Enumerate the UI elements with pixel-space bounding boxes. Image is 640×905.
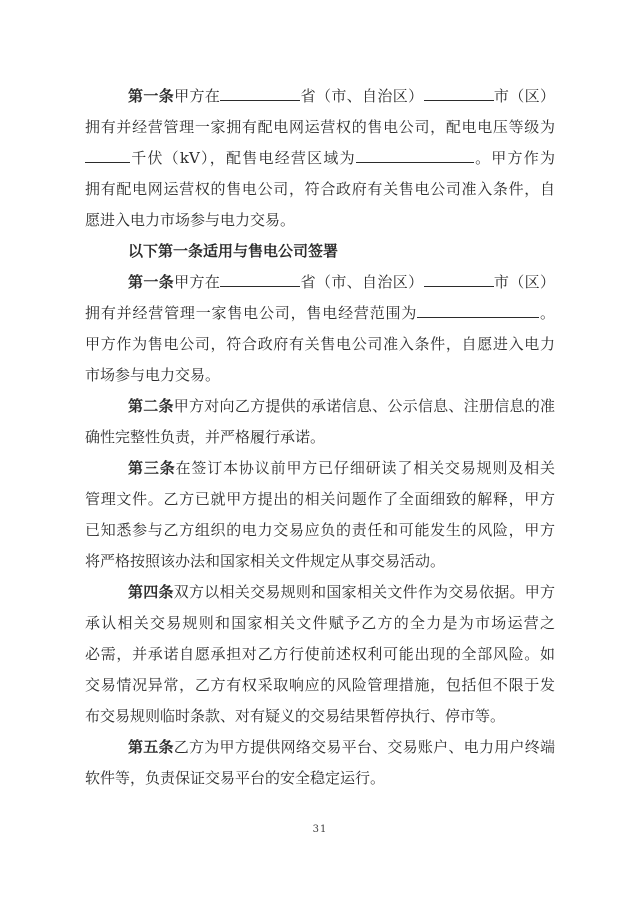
text-line (85, 81, 555, 112)
text-line (85, 577, 555, 608)
text-run: 在签订本协议前甲方已仔细研读了相关交易规则及相关 (175, 459, 555, 477)
text-run: 已知悉参与乙方组织的电力交易应负的责任和可能发生的风险，甲方 (85, 521, 555, 539)
text-line (85, 546, 555, 577)
text-run: 千伏（kV），配售电经营区域为 (130, 149, 356, 167)
text-run: 确性完整性负责，并严格履行承诺。 (85, 428, 326, 446)
text-run: 市（区） (493, 273, 555, 291)
blank-underline-field (220, 87, 300, 101)
text-run: 将严格按照该办法和国家相关文件规定从事交易活动。 (85, 552, 446, 570)
text-line (85, 298, 555, 329)
text-line (85, 670, 555, 701)
text-line (85, 267, 555, 298)
text-line (85, 453, 555, 484)
text-line (85, 732, 555, 763)
text-line (85, 205, 555, 236)
text-run: 省（市、自治区） (300, 273, 424, 291)
text-run: 省（市、自治区） (300, 87, 424, 105)
text-run: 双方以相关交易规则和国家相关文件作为交易依据。甲方 (173, 583, 555, 601)
page-number: 31 (312, 824, 328, 835)
text-line (85, 484, 555, 515)
text-run: 愿进入电力市场参与电力交易。 (85, 211, 296, 229)
text-line (85, 639, 555, 670)
text-run: 。甲方作为 (473, 149, 555, 167)
text-run: 乙方为甲方提供网络交易平台、交易账户、电力用户终端 (173, 738, 555, 756)
text-line (85, 391, 555, 422)
text-run: 。 (539, 304, 555, 322)
clause-label: 第二条 (128, 397, 174, 415)
clause-label: 第五条 (128, 738, 174, 756)
text-line (85, 763, 555, 794)
blank-underline-field (220, 273, 300, 287)
text-run: 管理文件。乙方已就甲方提出的相关问题作了全面细致的解释，甲方 (85, 490, 555, 508)
text-line (85, 701, 555, 732)
blank-underline-field (424, 273, 494, 287)
text-line (85, 422, 555, 453)
contract-body (85, 81, 555, 794)
blank-underline-field (424, 87, 494, 101)
text-run: 甲方作为售电公司，符合政府有关售电公司准入条件，自愿进入电力 (85, 335, 555, 353)
text-line (85, 329, 555, 360)
clause-label: 第一条 (128, 87, 175, 105)
text-run: 交易情况异常，乙方有权采取响应的风险管理措施，包括但不限于发 (85, 676, 555, 694)
text-run: 必需，并承诺自愿承担对乙方行使前述权利可能出现的全部风险。如 (85, 645, 555, 663)
text-line (85, 143, 555, 174)
text-run: 甲方对向乙方提供的承诺信息、公示信息、注册信息的准 (173, 397, 555, 415)
text-run: 承认相关交易规则和国家相关文件赋予乙方的全力是为市场运营之 (85, 614, 555, 632)
text-run: 市（区） (493, 87, 555, 105)
clause-label: 以下第一条适用与售电公司签署 (128, 242, 339, 260)
text-run: 软件等，负责保证交易平台的安全稳定运行。 (85, 769, 386, 787)
blank-underline-field (85, 149, 130, 163)
text-run: 拥有并经营管理一家拥有配电网运营权的售电公司，配电电压等级为 (85, 118, 555, 136)
text-line (85, 515, 555, 546)
text-run: 拥有配电网运营权的售电公司，符合政府有关售电公司准入条件，自 (85, 180, 555, 198)
text-run: 甲方在 (174, 87, 221, 105)
clause-label: 第一条 (128, 273, 175, 291)
text-line (85, 608, 555, 639)
clause-label: 第三条 (128, 459, 176, 477)
text-line (85, 360, 555, 391)
text-run: 市场参与电力交易。 (85, 366, 221, 384)
text-line (85, 112, 555, 143)
text-run: 拥有并经营管理一家售电公司，售电经营范围为 (85, 304, 418, 322)
text-line (85, 174, 555, 205)
blank-underline-field (356, 149, 474, 163)
clause-label: 第四条 (128, 583, 174, 601)
text-line (85, 236, 555, 267)
text-run: 布交易规则临时条款、对有疑义的交易结果暂停执行、停市等。 (85, 707, 506, 725)
blank-underline-field (417, 304, 539, 318)
text-run: 甲方在 (174, 273, 221, 291)
